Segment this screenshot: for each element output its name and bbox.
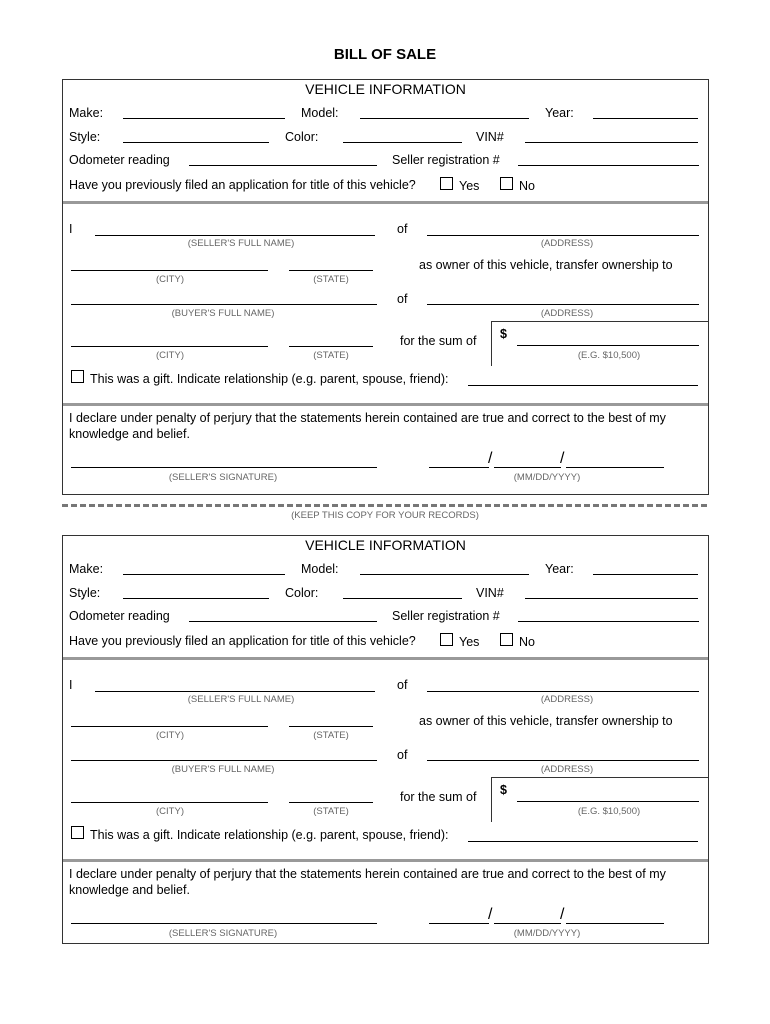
filed-question-label: Have you previously filed an application for title of this vehicle?: [69, 634, 416, 648]
color-label: Color:: [285, 586, 319, 600]
buyer-name-caption: (BUYER'S FULL NAME): [171, 764, 275, 775]
style-field[interactable]: [123, 598, 269, 599]
year-label: Year:: [545, 562, 574, 576]
color-field[interactable]: [343, 142, 462, 143]
i-label: I: [69, 222, 73, 236]
date-slash: /: [488, 450, 493, 467]
seller-signature-caption: (SELLER'S SIGNATURE): [168, 928, 278, 939]
vin-label: VIN#: [476, 586, 504, 600]
section-divider: [63, 657, 708, 660]
model-field[interactable]: [360, 118, 529, 119]
buyer-address-field[interactable]: [427, 304, 699, 305]
of-label: of: [397, 748, 408, 762]
seller-state-field[interactable]: [289, 270, 373, 271]
section-divider: [63, 859, 708, 862]
of-label: of: [397, 678, 408, 692]
owner-transfer-text: as owner of this vehicle, transfer ownership to: [419, 258, 673, 272]
color-field[interactable]: [343, 598, 462, 599]
vehicle-info-header: VEHICLE INFORMATION: [305, 537, 466, 553]
owner-transfer-text: as owner of this vehicle, transfer ownership to: [419, 714, 673, 728]
vehicle-info-header: VEHICLE INFORMATION: [305, 81, 466, 97]
buyer-state-caption: (STATE): [313, 350, 349, 361]
buyer-state-caption: (STATE): [313, 806, 349, 817]
buyer-address-field[interactable]: [427, 760, 699, 761]
section-divider: [63, 403, 708, 406]
seller-name-field[interactable]: [95, 691, 375, 692]
declaration-text: I declare under penalty of perjury that the statements herein contained are true and correct to the best of my knowledge and belief.: [69, 411, 666, 441]
document-title: BILL OF SALE: [333, 46, 437, 63]
sum-label: for the sum of: [400, 790, 477, 804]
seller-city-field[interactable]: [71, 726, 268, 727]
date-month-field[interactable]: [429, 467, 489, 468]
color-label: Color:: [285, 130, 319, 144]
vin-label: VIN#: [476, 130, 504, 144]
gift-relationship-field[interactable]: [468, 841, 698, 842]
declaration-text: I declare under penalty of perjury that the statements herein contained are true and correct to the best of my knowledge and belief.: [69, 867, 666, 897]
dollar-sign: $: [500, 783, 507, 797]
odometer-label: Odometer reading: [69, 153, 170, 167]
seller-state-caption: (STATE): [313, 274, 349, 285]
seller-state-caption: (STATE): [313, 730, 349, 741]
sale-price-caption: (E.G. $10,500): [577, 350, 641, 361]
sum-label: for the sum of: [400, 334, 477, 348]
filed-question-label: Have you previously filed an application for title of this vehicle?: [69, 178, 416, 192]
buyer-name-field[interactable]: [71, 304, 377, 305]
keep-copy-note: (KEEP THIS COPY FOR YOUR RECORDS): [291, 510, 479, 521]
no-checkbox[interactable]: [500, 177, 513, 190]
gift-label: This was a gift. Indicate relationship (e.g. parent, spouse, friend):: [90, 372, 449, 386]
seller-name-caption: (SELLER'S FULL NAME): [187, 238, 295, 249]
no-checkbox[interactable]: [500, 633, 513, 646]
style-field[interactable]: [123, 142, 269, 143]
seller-signature-field[interactable]: [71, 467, 377, 468]
year-field[interactable]: [593, 118, 698, 119]
make-label: Make:: [69, 562, 104, 576]
buyer-name-caption: (BUYER'S FULL NAME): [171, 308, 275, 319]
date-year-field[interactable]: [566, 467, 664, 468]
buyer-city-caption: (CITY): [156, 806, 184, 817]
odometer-field[interactable]: [189, 165, 377, 166]
odometer-label: Odometer reading: [69, 609, 170, 623]
seller-address-field[interactable]: [427, 691, 699, 692]
sale-price-field[interactable]: [517, 345, 699, 346]
model-label: Model:: [301, 562, 339, 576]
section-divider: [63, 201, 708, 204]
of-label: of: [397, 292, 408, 306]
year-field[interactable]: [593, 574, 698, 575]
seller-address-field[interactable]: [427, 235, 699, 236]
year-label: Year:: [545, 106, 574, 120]
bill-of-sale-form-copy: [62, 535, 709, 944]
buyer-city-caption: (CITY): [156, 350, 184, 361]
yes-checkbox[interactable]: [440, 633, 453, 646]
make-field[interactable]: [123, 574, 285, 575]
date-caption: (MM/DD/YYYY): [513, 928, 581, 939]
buyer-address-caption: (ADDRESS): [540, 308, 594, 319]
seller-address-caption: (ADDRESS): [540, 694, 594, 705]
date-day-field[interactable]: [494, 467, 561, 468]
no-label: No: [519, 635, 535, 649]
date-slash: /: [560, 450, 565, 467]
date-year-field[interactable]: [566, 923, 664, 924]
of-label: of: [397, 222, 408, 236]
buyer-city-field[interactable]: [71, 802, 268, 803]
gift-label: This was a gift. Indicate relationship (e.g. parent, spouse, friend):: [90, 828, 449, 842]
gift-relationship-field[interactable]: [468, 385, 698, 386]
i-label: I: [69, 678, 73, 692]
seller-state-field[interactable]: [289, 726, 373, 727]
seller-city-caption: (CITY): [156, 274, 184, 285]
vin-field[interactable]: [525, 598, 698, 599]
gift-checkbox[interactable]: [71, 826, 84, 839]
buyer-city-field[interactable]: [71, 346, 268, 347]
sale-price-field[interactable]: [517, 801, 699, 802]
seller-registration-label: Seller registration #: [392, 609, 500, 623]
model-field[interactable]: [360, 574, 529, 575]
seller-registration-field[interactable]: [518, 165, 699, 166]
date-slash: /: [560, 906, 565, 923]
seller-registration-field[interactable]: [518, 621, 699, 622]
make-field[interactable]: [123, 118, 285, 119]
buyer-name-field[interactable]: [71, 760, 377, 761]
yes-label: Yes: [459, 179, 480, 193]
yes-label: Yes: [459, 635, 480, 649]
bill-of-sale-form: [62, 79, 709, 495]
seller-signature-caption: (SELLER'S SIGNATURE): [168, 472, 278, 483]
buyer-state-field[interactable]: [289, 346, 373, 347]
seller-address-caption: (ADDRESS): [540, 238, 594, 249]
seller-signature-field[interactable]: [71, 923, 377, 924]
seller-name-caption: (SELLER'S FULL NAME): [187, 694, 295, 705]
dollar-sign: $: [500, 327, 507, 341]
seller-city-caption: (CITY): [156, 730, 184, 741]
seller-name-field[interactable]: [95, 235, 375, 236]
sale-price-caption: (E.G. $10,500): [577, 806, 641, 817]
gift-checkbox[interactable]: [71, 370, 84, 383]
model-label: Model:: [301, 106, 339, 120]
vin-field[interactable]: [525, 142, 698, 143]
seller-registration-label: Seller registration #: [392, 153, 500, 167]
date-caption: (MM/DD/YYYY): [513, 472, 581, 483]
date-day-field[interactable]: [494, 923, 561, 924]
yes-checkbox[interactable]: [440, 177, 453, 190]
make-label: Make:: [69, 106, 104, 120]
seller-city-field[interactable]: [71, 270, 268, 271]
date-month-field[interactable]: [429, 923, 489, 924]
buyer-address-caption: (ADDRESS): [540, 764, 594, 775]
date-slash: /: [488, 906, 493, 923]
no-label: No: [519, 179, 535, 193]
buyer-state-field[interactable]: [289, 802, 373, 803]
style-label: Style:: [69, 130, 101, 144]
odometer-field[interactable]: [189, 621, 377, 622]
style-label: Style:: [69, 586, 101, 600]
cut-line: [62, 504, 707, 507]
